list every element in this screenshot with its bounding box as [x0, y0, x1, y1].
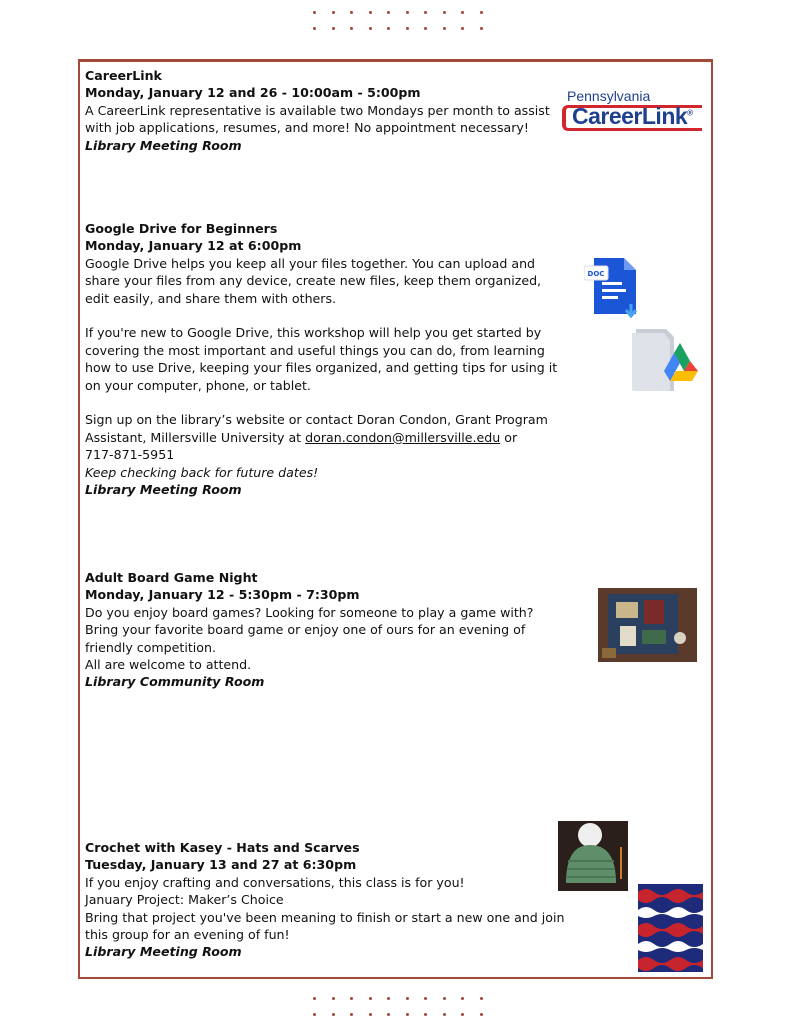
google-drive-phone: 717-871-5951 [85, 447, 175, 463]
email-link[interactable]: doran.condon@millersville.edu [305, 429, 501, 445]
crochet-room: Library Meeting Room [85, 944, 242, 960]
board-game-section [85, 569, 565, 691]
google-drive-icon [630, 325, 700, 393]
google-drive-note: Keep checking back for future dates! [85, 464, 319, 480]
bottom-dots-decoration [313, 990, 483, 1022]
careerlink-logo-name: CareerLink® [572, 103, 693, 129]
careerlink-title: CareerLink [85, 68, 162, 83]
crochet-scarf-photo [638, 884, 703, 972]
careerlink-when: Monday, January 12 and 26 - 10:00am - 5:00pm [85, 85, 421, 101]
careerlink-description: A CareerLink representative is available two Mondays per month to assist with job applications, resumes, and more! No appointment necessary! [85, 102, 550, 136]
careerlink-section [85, 67, 565, 154]
crochet-title: Crochet with Kasey - Hats and Scarves [85, 840, 360, 855]
board-game-photo [598, 588, 697, 662]
crochet-section [85, 839, 565, 961]
board-game-when: Monday, January 12 - 5:30pm - 7:30pm [85, 587, 360, 603]
top-dots-decoration [313, 4, 483, 36]
google-drive-para1: Google Drive helps you keep all your files together. You can upload and share your files from any device, create new files, keep them organized, edit easily, and share them with others. [85, 255, 542, 306]
board-game-room: Library Community Room [85, 674, 265, 690]
board-game-description: Do you enjoy board games? Looking for someone to play a game with? Bring your favorite board game or enjoy one of ours for an evening of friendly competition. [85, 604, 534, 655]
careerlink-room: Library Meeting Room [85, 137, 242, 153]
doc-file-icon [584, 258, 642, 320]
crochet-hat-photo [558, 821, 628, 891]
google-drive-when: Monday, January 12 at 6:00pm [85, 238, 302, 254]
google-drive-section [85, 220, 565, 498]
board-game-title: Adult Board Game Night [85, 570, 258, 585]
crochet-line3: Bring that project you've been meaning to finish or start a new one and join this group for an evening of fun! [85, 909, 565, 943]
crochet-line1: If you enjoy crafting and conversations, this class is for you! [85, 874, 465, 890]
google-drive-signup: Sign up on the library’s website or contact Doran Condon, Grant Program Assistant, Millersville University at doran.condon@millersville.edu or [85, 412, 548, 445]
crochet-when: Tuesday, January 13 and 27 at 6:30pm [85, 857, 357, 873]
board-game-welcome: All are welcome to attend. [85, 657, 252, 673]
google-drive-title: Google Drive for Beginners [85, 221, 278, 236]
doc-label: DOC [587, 270, 605, 278]
careerlink-logo [562, 88, 710, 136]
careerlink-logo-state: Pennsylvania [567, 88, 651, 104]
crochet-line2: January Project: Maker’s Choice [85, 892, 284, 908]
google-drive-para2: If you're new to Google Drive, this workshop will help you get started by covering the most important and useful things you can do, from learning how to use Drive, keeping your files organized, and getting tips for using it on your computer, phone, or tablet. [85, 325, 558, 393]
google-drive-room: Library Meeting Room [85, 482, 242, 498]
